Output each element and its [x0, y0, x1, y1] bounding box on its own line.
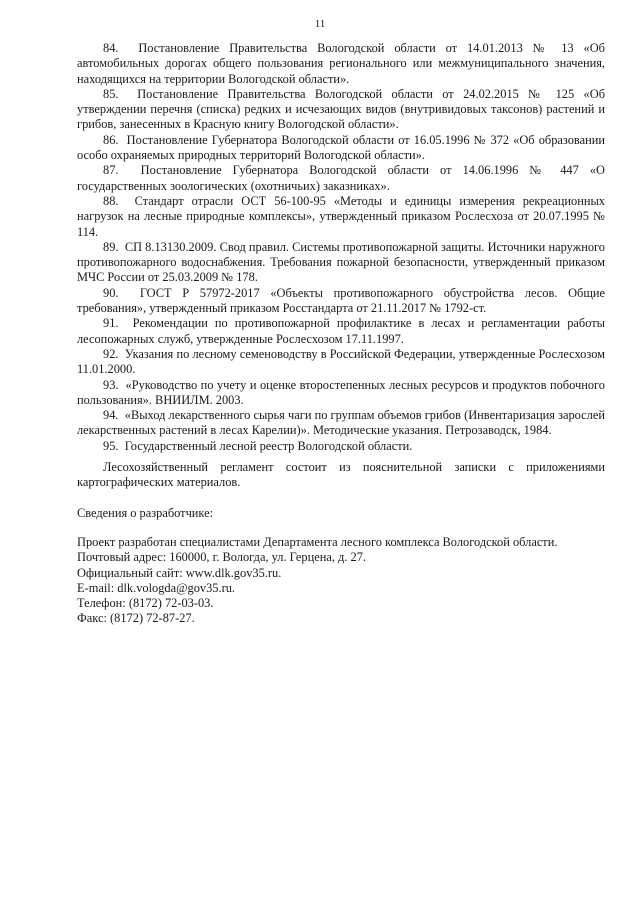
reference-item-89 [77, 240, 605, 286]
reference-number: 93. [103, 377, 119, 392]
reference-item-93 [77, 378, 605, 409]
reference-text: СП 8.13130.2009. Свод правил. Системы противопожарной защиты. Источники наружного противопожарного водоснабжения. Требования пожарной безопасности, утвержденный приказом МЧС России от 25.03.2009 № 178. [77, 239, 605, 285]
reference-number: 86. [103, 132, 119, 147]
reference-text: ГОСТ Р 57972-2017 «Объекты противопожарного обустройства лесов. Общие требования», утвержденный приказом Росстандарта от 21.11.2017 № 1792-ст. [77, 285, 605, 316]
reference-list [77, 41, 605, 454]
reference-number: 91. [103, 316, 119, 331]
reference-item-92 [77, 347, 605, 378]
reference-item-87 [77, 163, 605, 194]
reference-item-94 [77, 408, 605, 439]
reference-text: Указания по лесному семеноводству в Российской Федерации, утвержденные Рослесхозом 11.01.2000. [77, 346, 606, 377]
reference-item-90 [77, 286, 605, 317]
reference-item-85 [77, 87, 605, 133]
reference-number: 92. [103, 346, 119, 361]
regulation-note: Лесохозяйственный регламент состоит из пояснительной записки с приложениями картографических материалов. [77, 460, 605, 490]
reference-text: Государственный лесной реестр Вологодской области. [124, 438, 413, 453]
developer-phone: Телефон: (8172) 72-03-03. [77, 596, 214, 611]
reference-text: Стандарт отрасли ОСТ 56-100-95 «Методы и единицы измерения рекреационных нагрузок на лесные природные комплексы», утвержденный приказом Рослесхоза от 20.07.1995 № 114. [77, 193, 605, 239]
reference-text: Постановление Правительства Вологодской области от 14.01.2013 № 13 «Об автомобильных дорогах общего пользования регионального или межмуниципального значения, находящихся на территории Вологодской области». [77, 41, 605, 86]
developer-address: Почтовый адрес: 160000, г. Вологда, ул. Герцена, д. 27. [77, 550, 367, 565]
developer-heading: Сведения о разработчике: [77, 505, 214, 520]
reference-number: 87. [103, 163, 119, 178]
reference-number: 85. [103, 86, 119, 101]
document-body [77, 41, 605, 627]
reference-number: 89. [103, 239, 119, 254]
page-number: 11 [314, 18, 326, 30]
reference-text: «Руководство по учету и оценке второстепенных лесных ресурсов и продуктов побочного пользования». ВНИИЛМ. 2003. [77, 377, 605, 407]
reference-text: Рекомендации по противопожарной профилактике в лесах и регламентации работы лесопожарных служб, утвержденные Рослесхозом 17.11.1997. [77, 316, 605, 346]
reference-number: 95. [103, 438, 119, 453]
reference-item-86 [77, 133, 605, 164]
developer-fax: Факс: (8172) 72-87-27. [77, 611, 195, 626]
reference-number: 88. [103, 193, 119, 208]
reference-text: Постановление Правительства Вологодской области от 24.02.2015 № 125 «Об утверждении перечня (списка) редких и исчезающих видов (внутривидовых таксонов) растений и грибов, занесенных в Красную книгу Вологодской области». [77, 86, 605, 132]
reference-text: «Выход лекарственного сырья чаги по группам объемов грибов (Инвентаризация зарослей лекарственных растений в лесах Карелии)». Методические указания. Петрозаводск, 1984. [77, 408, 605, 438]
reference-text: Постановление Губернатора Вологодской области от 14.06.1996 № 447 «О государственных зоологических (охотничьих) заказниках». [77, 163, 606, 193]
developer-info [77, 535, 605, 627]
developer-project: Проект разработан специалистами Департамента лесного комплекса Вологодской области. [77, 534, 558, 549]
reference-text: Постановление Губернатора Вологодской области от 16.05.1996 № 372 «Об образовании особо охраняемых природных территорий Вологодской области». [77, 132, 605, 163]
reference-item-91 [77, 316, 605, 347]
developer-email: E-mail: dlk.vologda@gov35.ru. [77, 580, 236, 595]
reference-item-84 [77, 41, 605, 87]
reference-number: 94. [103, 408, 119, 423]
reference-item-88 [77, 194, 605, 240]
reference-item-95 [77, 439, 605, 454]
developer-website: Официальный сайт: www.dlk.gov35.ru. [77, 565, 282, 580]
reference-number: 84. [103, 41, 119, 55]
reference-number: 90. [103, 285, 119, 300]
